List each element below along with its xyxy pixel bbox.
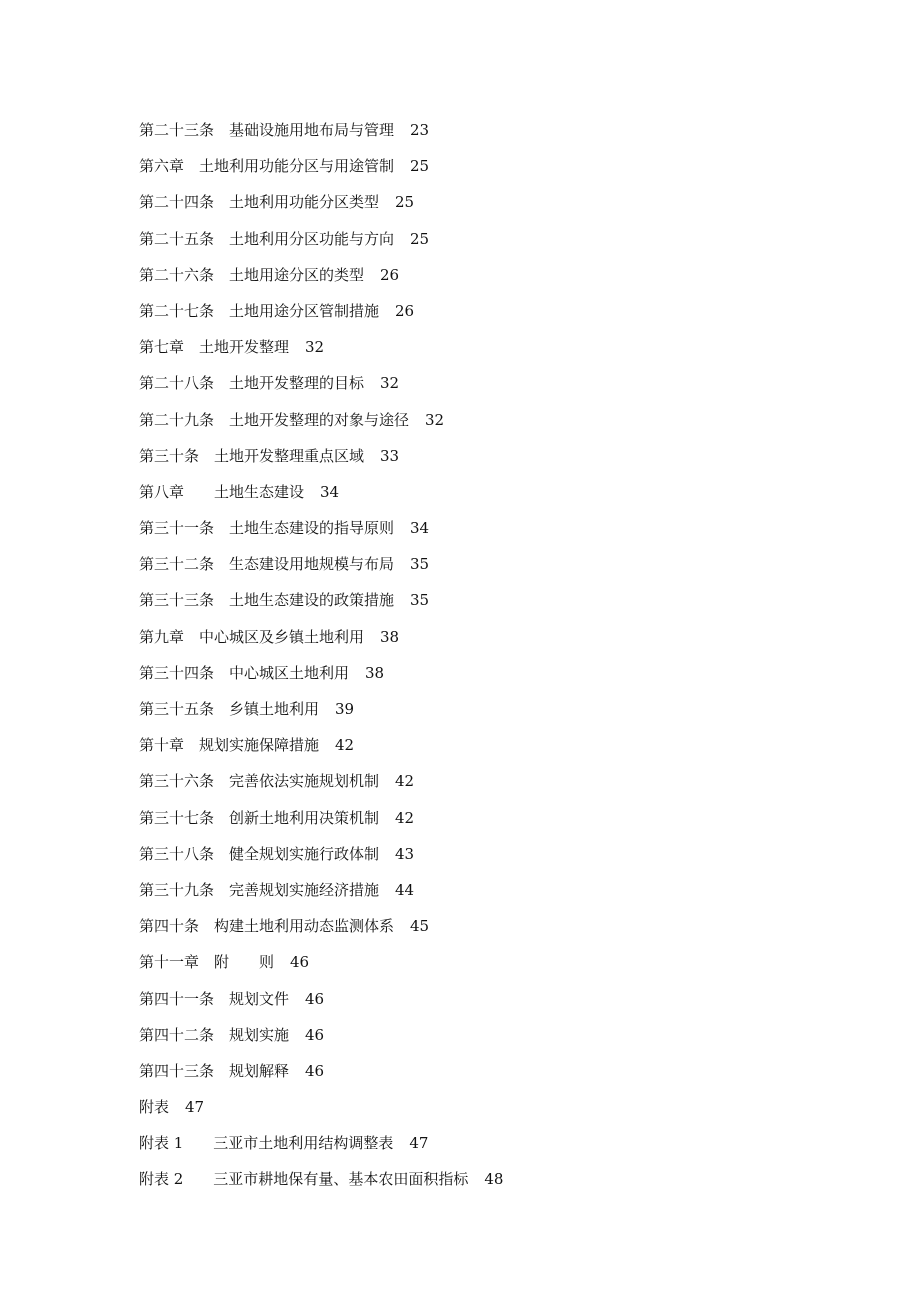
toc-entry[interactable] bbox=[139, 878, 839, 914]
table-of-contents bbox=[139, 118, 839, 1204]
toc-entry[interactable] bbox=[139, 806, 839, 842]
toc-entry-page-number: 46 bbox=[305, 989, 325, 1008]
toc-entry[interactable] bbox=[139, 299, 839, 335]
toc-entry-title: 第三十八条 健全规划实施行政体制 bbox=[139, 844, 380, 863]
toc-entry-page-number: 34 bbox=[410, 519, 430, 538]
toc-entry-title: 第三十三条 土地生态建设的政策措施 bbox=[139, 591, 395, 610]
toc-entry[interactable] bbox=[139, 625, 839, 661]
toc-entry-page-number: 38 bbox=[380, 627, 400, 646]
toc-entry-title: 第六章 土地利用功能分区与用途管制 bbox=[139, 157, 395, 176]
toc-entry-title: 第四十一条 规划文件 bbox=[139, 989, 290, 1008]
toc-entry-title: 第十一章 附 则 bbox=[139, 953, 275, 972]
toc-entry-page-number: 25 bbox=[410, 157, 430, 176]
toc-entry-page-number: 38 bbox=[365, 663, 385, 682]
toc-entry-title: 第十章 规划实施保障措施 bbox=[139, 736, 320, 755]
toc-entry-page-number: 35 bbox=[410, 555, 430, 574]
toc-entry[interactable] bbox=[139, 118, 839, 154]
toc-entry-page-number: 48 bbox=[484, 1170, 504, 1189]
toc-entry-title: 第七章 土地开发整理 bbox=[139, 338, 290, 357]
toc-entry[interactable] bbox=[139, 552, 839, 588]
toc-entry-page-number: 32 bbox=[380, 374, 400, 393]
toc-entry[interactable] bbox=[139, 516, 839, 552]
toc-entry-page-number: 46 bbox=[305, 1025, 325, 1044]
toc-entry[interactable] bbox=[139, 769, 839, 805]
toc-entry-title: 附表 2 三亚市耕地保有量、基本农田面积指标 bbox=[139, 1170, 469, 1189]
toc-entry-title: 第四十二条 规划实施 bbox=[139, 1025, 290, 1044]
toc-entry-title: 第二十六条 土地用途分区的类型 bbox=[139, 265, 365, 284]
toc-entry-page-number: 47 bbox=[185, 1098, 205, 1117]
toc-entry[interactable] bbox=[139, 914, 839, 950]
toc-entry[interactable] bbox=[139, 335, 839, 371]
toc-entry-title: 第四十条 构建土地利用动态监测体系 bbox=[139, 917, 395, 936]
toc-entry[interactable] bbox=[139, 661, 839, 697]
toc-entry-title: 第三十一条 土地生态建设的指导原则 bbox=[139, 519, 395, 538]
toc-entry-page-number: 46 bbox=[305, 1061, 325, 1080]
toc-entry-page-number: 44 bbox=[395, 880, 415, 899]
toc-entry-title: 第二十五条 土地利用分区功能与方向 bbox=[139, 229, 395, 248]
toc-entry-page-number: 32 bbox=[425, 410, 445, 429]
toc-entry-title: 第三十六条 完善依法实施规划机制 bbox=[139, 772, 380, 791]
toc-entry[interactable] bbox=[139, 842, 839, 878]
toc-entry[interactable] bbox=[139, 1023, 839, 1059]
toc-entry-title: 第二十七条 土地用途分区管制措施 bbox=[139, 301, 380, 320]
toc-entry-page-number: 35 bbox=[410, 591, 430, 610]
toc-entry[interactable] bbox=[139, 263, 839, 299]
toc-entry-page-number: 25 bbox=[410, 229, 430, 248]
toc-entry[interactable] bbox=[139, 444, 839, 480]
toc-entry-page-number: 25 bbox=[395, 193, 415, 212]
toc-entry-page-number: 47 bbox=[409, 1134, 429, 1153]
toc-entry-page-number: 42 bbox=[335, 736, 355, 755]
toc-entry[interactable] bbox=[139, 227, 839, 263]
toc-entry-page-number: 42 bbox=[395, 808, 415, 827]
toc-entry-page-number: 34 bbox=[320, 482, 340, 501]
toc-entry[interactable] bbox=[139, 408, 839, 444]
toc-entry-page-number: 46 bbox=[290, 953, 310, 972]
toc-entry-page-number: 26 bbox=[395, 301, 415, 320]
toc-entry-title: 第二十八条 土地开发整理的目标 bbox=[139, 374, 365, 393]
toc-entry-page-number: 42 bbox=[395, 772, 415, 791]
toc-entry[interactable] bbox=[139, 480, 839, 516]
toc-entry-title: 第九章 中心城区及乡镇土地利用 bbox=[139, 627, 365, 646]
toc-entry-page-number: 43 bbox=[395, 844, 415, 863]
toc-entry-title: 第三十四条 中心城区土地利用 bbox=[139, 663, 350, 682]
toc-entry[interactable] bbox=[139, 733, 839, 769]
toc-entry-page-number: 23 bbox=[410, 121, 430, 139]
toc-entry[interactable] bbox=[139, 1167, 839, 1203]
toc-entry-title: 第二十四条 土地利用功能分区类型 bbox=[139, 193, 380, 212]
toc-entry[interactable] bbox=[139, 987, 839, 1023]
toc-entry[interactable] bbox=[139, 950, 839, 986]
toc-entry[interactable] bbox=[139, 1059, 839, 1095]
toc-entry-title: 第二十九条 土地开发整理的对象与途径 bbox=[139, 410, 410, 429]
toc-entry-title: 第三十七条 创新土地利用决策机制 bbox=[139, 808, 380, 827]
toc-entry-title: 第三十条 土地开发整理重点区域 bbox=[139, 446, 365, 465]
toc-entry-title: 第三十九条 完善规划实施经济措施 bbox=[139, 880, 380, 899]
toc-entry[interactable] bbox=[139, 190, 839, 226]
toc-entry-title: 第八章 土地生态建设 bbox=[139, 482, 305, 501]
toc-entry-title: 第三十五条 乡镇土地利用 bbox=[139, 700, 320, 718]
toc-entry-title: 第二十三条 基础设施用地布局与管理 bbox=[139, 121, 395, 139]
toc-entry-page-number: 33 bbox=[380, 446, 400, 465]
toc-entry[interactable] bbox=[139, 1095, 839, 1131]
toc-entry[interactable] bbox=[139, 588, 839, 624]
toc-entry-title: 附表 bbox=[139, 1098, 170, 1117]
toc-entry-page-number: 45 bbox=[410, 917, 430, 936]
toc-entry[interactable] bbox=[139, 371, 839, 407]
toc-entry-title: 第四十三条 规划解释 bbox=[139, 1061, 290, 1080]
toc-entry-page-number: 26 bbox=[380, 265, 400, 284]
toc-entry[interactable] bbox=[139, 1131, 839, 1167]
toc-entry[interactable] bbox=[139, 697, 839, 733]
toc-entry[interactable] bbox=[139, 154, 839, 190]
toc-entry-page-number: 39 bbox=[335, 700, 355, 718]
toc-entry-page-number: 32 bbox=[305, 338, 325, 357]
toc-entry-title: 第三十二条 生态建设用地规模与布局 bbox=[139, 555, 395, 574]
toc-entry-title: 附表 1 三亚市土地利用结构调整表 bbox=[139, 1134, 394, 1153]
